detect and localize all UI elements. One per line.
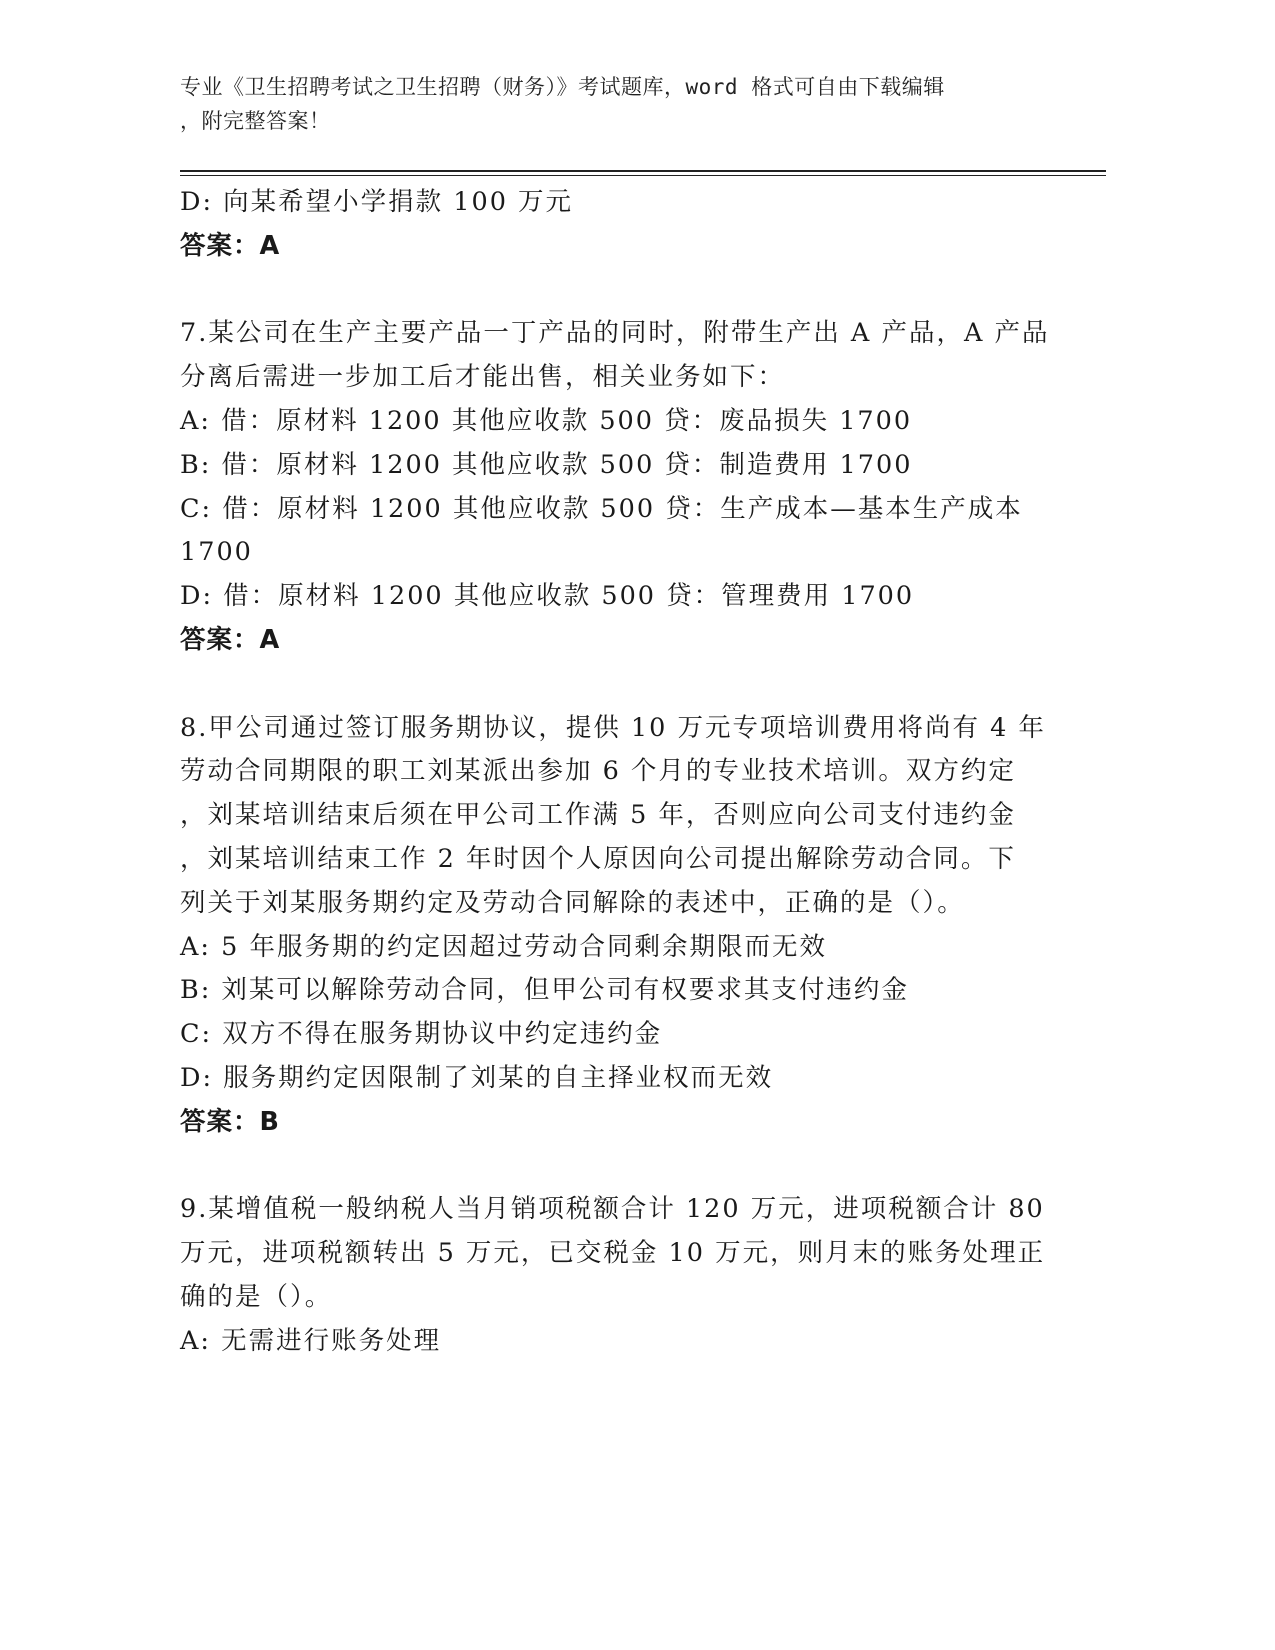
header-divider-thick [180,170,1106,172]
question-9 [180,1188,1060,1363]
option-c-continued: 1700 [180,537,253,568]
question-stem: 9.某增值税一般纳税人当月销项税额合计 120 万元，进项税额合计 80 [180,1194,1045,1225]
header-divider-thin [180,175,1106,176]
question-7 [180,312,1060,662]
option-c: C: 双方不得在服务期协议中约定违约金 [180,1019,663,1050]
question-stem: ，刘某培训结束后须在甲公司工作满 5 年，否则应向公司支付违约金 [180,800,1016,831]
spacer [180,1145,1060,1189]
question-stem: 劳动合同期限的职工刘某派出参加 6 个月的专业技术培训。双方约定 [180,756,1016,787]
answer-line: 答案：B [180,1106,280,1137]
question-stem: ，刘某培训结束工作 2 年时因个人原因向公司提出解除劳动合同。下 [180,843,1016,874]
spacer [180,269,1060,313]
option-d: D: 向某希望小学捐款 100 万元 [180,187,574,217]
question-8 [180,707,1060,1145]
document-header [180,70,1060,138]
header-line-2: ，附完整答案！ [180,109,331,133]
answer-line: 答案：A [180,624,281,655]
option-a: A: 5 年服务期的约定因超过劳动合同剩余期限而无效 [180,931,827,962]
option-a: A: 无需进行账务处理 [180,1325,442,1356]
question-stem: 列关于刘某服务期约定及劳动合同解除的表述中，正确的是（）。 [180,887,965,918]
header-line-1: 专业《卫生招聘考试之卫生招聘（财务）》考试题库，word 格式可自由下载编辑 [180,75,945,99]
previous-question-tail [180,181,1060,269]
option-d: D: 服务期约定因限制了刘某的自主择业权而无效 [180,1062,774,1093]
question-stem: 7.某公司在生产主要产品一丁产品的同时，附带生产出 A 产品，A 产品 [180,318,1050,349]
spacer [180,663,1060,707]
answer-line: 答案：A [180,230,281,261]
question-stem: 确的是（）。 [180,1281,333,1312]
option-d: D: 借：原材料 1200 其他应收款 500 贷：管理费用 1700 [180,581,915,612]
question-stem: 万元，进项税额转出 5 万元，已交税金 10 万元，则月末的账务处理正 [180,1238,1046,1269]
option-c: C: 借：原材料 1200 其他应收款 500 贷：生产成本—基本生产成本 [180,493,1023,524]
option-a: A: 借：原材料 1200 其他应收款 500 贷：废品损失 1700 [180,405,913,436]
document-body [180,181,1060,1364]
option-b: B: 刘某可以解除劳动合同，但甲公司有权要求其支付违约金 [180,975,909,1006]
question-stem: 8.甲公司通过签订服务期协议，提供 10 万元专项培训费用将尚有 4 年 [180,712,1046,743]
option-b: B: 借：原材料 1200 其他应收款 500 贷：制造费用 1700 [180,449,913,480]
question-stem: 分离后需进一步加工后才能出售，相关业务如下： [180,362,786,393]
